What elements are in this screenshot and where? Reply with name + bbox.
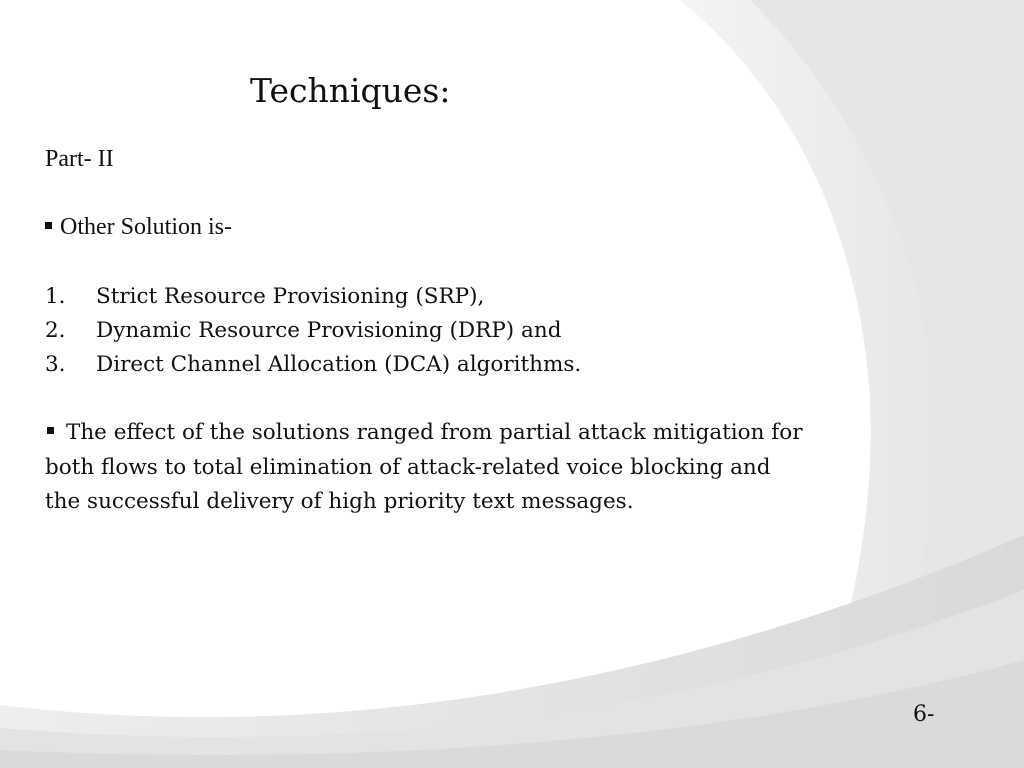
square-bullet-icon bbox=[47, 427, 54, 434]
list-item-text: Strict Resource Provisioning (SRP), bbox=[96, 284, 485, 309]
effect-paragraph-text: The effect of the solutions ranged from partial attack mitigation for both flows to total elimination of attack-related voice blocking and the successful delivery of high priority text messages. bbox=[45, 420, 803, 514]
list-item bbox=[45, 314, 581, 348]
list-item-number: 3. bbox=[45, 352, 66, 377]
slide-subtitle: Part- II bbox=[45, 146, 114, 172]
list-item-text: Direct Channel Allocation (DCA) algorithms. bbox=[96, 352, 582, 377]
page-number: 6- bbox=[913, 702, 935, 727]
list-item-text: Dynamic Resource Provisioning (DRP) and bbox=[96, 318, 562, 343]
list-item bbox=[45, 280, 581, 314]
effect-paragraph bbox=[45, 416, 805, 520]
bullet-heading bbox=[45, 212, 232, 242]
square-bullet-icon bbox=[45, 222, 52, 229]
list-item-number: 1. bbox=[45, 284, 66, 309]
solution-list bbox=[45, 280, 581, 382]
list-item-number: 2. bbox=[45, 318, 66, 343]
list-item bbox=[45, 348, 581, 382]
bullet-heading-text: Other Solution is- bbox=[60, 214, 232, 240]
slide-title: Techniques: bbox=[250, 71, 451, 110]
